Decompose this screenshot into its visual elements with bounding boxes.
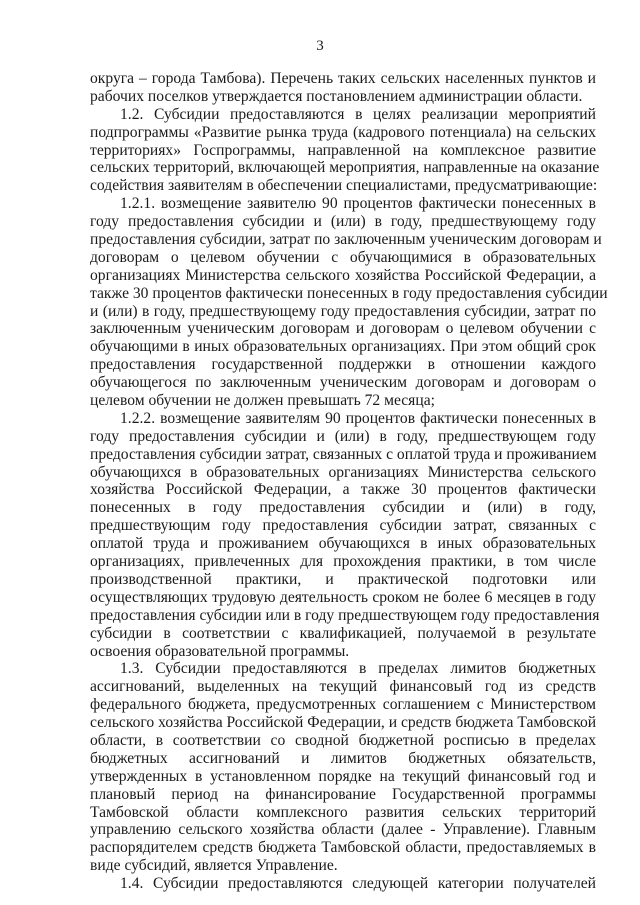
text-line: предшествующим году предоставления субсидии затрат, связанных с bbox=[90, 517, 596, 535]
text-line: рабочих поселков утверждается постановлением администрации области. bbox=[90, 87, 583, 105]
body-text bbox=[90, 70, 608, 893]
text-line: виде субсидий, является Управление. bbox=[90, 857, 338, 875]
text-line: договорам о целевом обучении с обучающимися в образовательных bbox=[90, 248, 596, 266]
text-line: предоставления субсидии, затрат по заключенным ученическим договорам и bbox=[90, 231, 602, 249]
text-line: также 30 процентов фактически понесенных в году предоставления субсидии bbox=[90, 284, 608, 302]
text-line: округа – города Тамбова). Перечень таких сельских населенных пунктов и bbox=[90, 70, 596, 87]
text-line: распорядителем средств бюджета Тамбовской области, предоставляемых в bbox=[90, 839, 596, 857]
text-line: 1.2.2. возмещение заявителям 90 процентов фактически понесенных в bbox=[120, 409, 596, 427]
text-line: осуществляющих трудовую деятельность сроком не более 6 месяцев в году bbox=[90, 588, 596, 606]
text-line: понесенных в году предоставления субсидии и (или) в году, bbox=[90, 499, 596, 517]
text-line: целевом обучении не должен превышать 72 месяца; bbox=[90, 392, 435, 410]
text-line: ассигнований, выделенных на текущий финансовый год из средств bbox=[90, 678, 596, 696]
text-line: сельских территорий, включающей мероприятия, направленные на оказание bbox=[90, 159, 600, 177]
text-line: организациях Министерства сельского хозяйства Российской Федерации, а bbox=[90, 266, 596, 284]
text-line: области, в соответствии со сводной бюджетной росписью в пределах bbox=[90, 731, 596, 749]
text-line: хозяйства Российской Федерации, а также 30 процентов фактически bbox=[90, 481, 596, 499]
text-line: освоения образовательной программы. bbox=[90, 642, 350, 660]
text-line: содействия заявителям в обеспечении специалистами, предусматривающие: bbox=[90, 177, 598, 195]
text-line: производственной практики, и практической подготовки или bbox=[90, 570, 596, 588]
text-line: субсидии в соответствии с квалификацией, получаемой в результате bbox=[90, 624, 596, 642]
text-line: Тамбовской области комплексного развития сельских территорий bbox=[90, 803, 596, 821]
text-line: сельского хозяйства Российской Федерации, и средств бюджета Тамбовской bbox=[90, 714, 597, 732]
text-line: году предоставления субсидии и (или) в году, предшествующему году bbox=[90, 213, 596, 231]
text-line: предоставления субсидии затрат, связанных с оплатой труда и проживанием bbox=[90, 445, 597, 463]
text-line: территориях» Госпрограммы, направленной на комплексное развитие bbox=[90, 141, 596, 159]
text-line: плановый период на финансирование Государственной программы bbox=[90, 785, 596, 803]
text-line: организациях, привлеченных для прохождения практики, в том числе bbox=[90, 553, 596, 571]
text-line: подпрограммы «Развитие рынка труда (кадрового потенциала) на сельских bbox=[90, 123, 596, 141]
text-line: году предоставления субсидии и (или) в году, предшествующем году bbox=[90, 427, 596, 445]
text-line: оплатой труда и проживанием обучающихся в иных образовательных bbox=[90, 535, 596, 553]
text-line: управлению сельского хозяйства области (далее - Управление). Главным bbox=[90, 821, 596, 839]
text-line: федерального бюджета, предусмотренных соглашением с Министерством bbox=[90, 696, 596, 714]
text-line: предоставления государственной поддержки в отношении каждого bbox=[90, 356, 596, 374]
text-line: 1.2. Субсидии предоставляются в целях реализации мероприятий bbox=[120, 105, 596, 123]
text-line: бюджетных ассигнований и лимитов бюджетных обязательств, bbox=[90, 749, 596, 767]
text-line: обучающегося по заключенным ученическим договорам и договорам о bbox=[90, 374, 596, 392]
text-line: 1.3. Субсидии предоставляются в пределах лимитов бюджетных bbox=[120, 660, 596, 678]
page-number: 3 bbox=[316, 38, 324, 54]
text-line: 1.2.1. возмещение заявителю 90 процентов фактически понесенных в bbox=[120, 195, 596, 213]
text-line: обучающими в иных образовательных организациях. При этом общий срок bbox=[90, 338, 596, 356]
text-line: и (или) в году, предшествующему году предоставления субсидии, затрат по bbox=[90, 302, 596, 320]
text-line: утвержденных в установленном порядке на текущий финансовый год и bbox=[90, 767, 596, 785]
text-line: заключенным ученическим договорам и договорам о целевом обучении с bbox=[90, 320, 596, 338]
text-line: 1.4. Субсидии предоставляются следующей категории получателей bbox=[120, 875, 596, 893]
text-line: предоставления субсидии или в году предшествующем году предоставления bbox=[90, 606, 600, 624]
text-line: обучающихся в образовательных организациях Министерства сельского bbox=[90, 463, 596, 481]
